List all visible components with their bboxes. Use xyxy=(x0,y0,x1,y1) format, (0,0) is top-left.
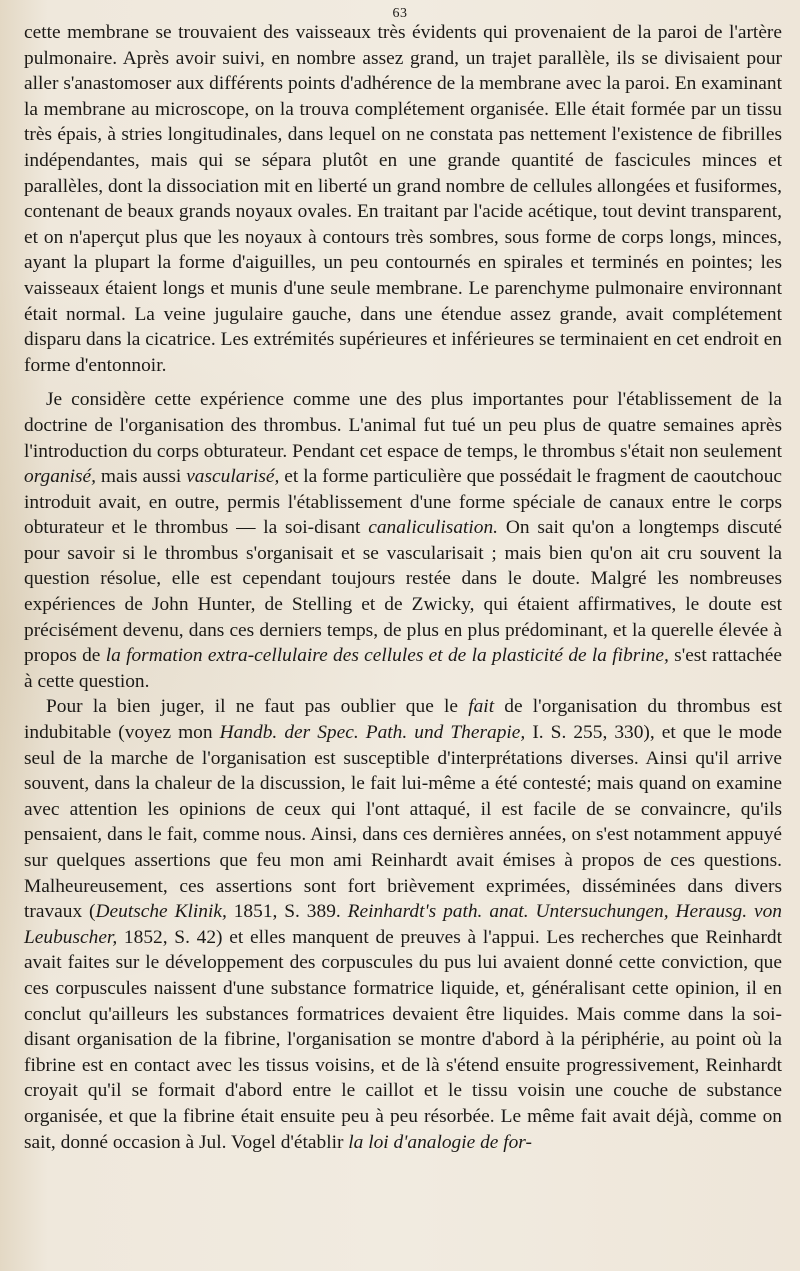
text-run: I. S. 255, 330), et que le mode seul de la marche de l'organisation est susceptible d'interprétations diverses. Ainsi qu'il arrive souvent, dans la chaleur de la discussion, le fait lui-même a été contesté; mais quand on examine avec attention les opinions de ceux qui l'ont attaqué, il est facile de se convaincre, qu'ils pensaient, dans le fait, comme nous. Ainsi, dans ces dernières années, on s'est notamment appuyé sur quelques assertions que feu mon ami Reinhardt avait émises à propos de ces questions. Malheureusement, ces assertions sont fort brièvement exprimées, disséminées dans divers travaux ( xyxy=(24,722,783,923)
text-run: cette membrane se trouvaient des vaisseaux très évidents qui provenaient de la paroi de l'artère pulmonaire. Après avoir suivi, en nombre assez grand, un trajet parallèle, ils se divisaient pour aller s'anastomoser aux différents points d'adhérence de la membrane avec la paroi. En examinant la membrane au microscope, on la trouva complétement organisée. Elle était formée par un tissu très épais, à stries longitudinales, dans lequel on ne constata pas nettement l'existence de fibrilles indépendantes, mais qui se sépara plutôt en une grande quantité de fascicules minces et parallèles, dont la dissociation mit en liberté un grand nombre de cellules allongées et fusiformes, contenant de beaux grands noyaux ovales. En traitant par l'acide acétique, tout devint transparent, et on n'aperçut plus que les noyaux à contours très sombres, sous forme de corps longs, minces, ayant la plupart la forme d'aiguilles, un peu contournés en spirales et terminés en pointes; les vaisseaux étaient longs et munis d'une seule membrane. Le parenchyme pulmonaire environnant était normal. La veine jugulaire gauche, dans une étendue assez grande, avait complétement disparu dans la cicatrice. Les extrémités supérieures et inférieures se terminaient en cet endroit en forme d'entonnoir. xyxy=(24,22,782,376)
text-run: Je considère cette expérience comme une des plus importantes pour l'établissement de la doctrine de l'organisation des thrombus. L'animal fut tué un peu plus de quatre semaines après l'introduction du corps obturateur. Pendant cet espace de temps, le thrombus s'était non seulement xyxy=(24,389,782,462)
text-run: 1851, S. 389. xyxy=(226,901,348,923)
text-run: de l'organisation du thrombus est indubitable (voyez mon xyxy=(24,696,782,744)
italic-text: Reinhardt's path. anat. Untersuchungen, Herausg. von Leubuscher, xyxy=(24,901,783,948)
paragraph xyxy=(24,694,782,1155)
italic-text: Handb. der Spec. Path. und Therapie, xyxy=(219,722,526,744)
text-run: 1852, S. 42) et elles manquent de preuves à l'appui. Les recherches que Reinhardt avait faites sur le développement des corpuscules du pus lui avaient donné cette conviction, que ces corpuscules naissent d'une substance formatrice liquide, et, généralisant cette opinion, il en conclut qu'ailleurs les substances formatrices devaient être liquides. Mais comme dans la soi-disant organisation de la fibrine, l'organisation se montre d'abord à la périphérie, au point où la fibrine est en contact avec les tissus voisins, et de là s'étend ensuite progressivement, Reinhardt croyait qu'il se formait d'abord entre le caillot et le tissu voisin une couche de substance organisée, et que la fibrine était ensuite peu à peu résorbée. Le même fait avait déjà, comme on sait, donné occasion à Jul. Vogel d'établir xyxy=(24,926,782,1153)
italic-text: organisé, xyxy=(24,466,96,488)
text-run: mais aussi xyxy=(96,466,187,488)
body-text xyxy=(24,20,782,1155)
paragraph xyxy=(24,387,782,694)
italic-text: Deutsche Klinik, xyxy=(95,901,227,923)
text-run: et la forme particulière que possédait le fragment de caoutchouc introduit avait, en outre, permis l'établissement d'une forme spéciale de canaux entre le corps obturateur et le thrombus — la soi-disant xyxy=(24,466,782,539)
italic-text: vascularisé, xyxy=(186,466,280,488)
text-run: s'est rattachée à cette question. xyxy=(24,645,782,692)
italic-text: canaliculisation. xyxy=(368,517,499,539)
text-run: Pour la bien juger, il ne faut pas oublier que le xyxy=(46,696,469,718)
page-number: 63 xyxy=(392,6,408,21)
italic-text: la loi d'analogie de for- xyxy=(348,1131,532,1153)
italic-text: fait xyxy=(468,696,495,718)
text-run: On sait qu'on a longtemps discuté pour savoir si le thrombus s'organisait et se vascularisait ; mais bien qu'on ait cru souvent la question résolue, elle est cependant toujours restée dans le doute. Malgré les nombreuses expériences de John Hunter, de Stelling et de Zwicky, qui étaient affirmatives, le doute est précisément devenu, dans ces derniers temps, de plus en plus prédominant, et la querelle élevée à propos de xyxy=(24,517,782,667)
paragraph xyxy=(24,20,782,378)
italic-text: la formation extra-cellulaire des cellules et de la plasticité de la fibrine, xyxy=(105,645,669,667)
